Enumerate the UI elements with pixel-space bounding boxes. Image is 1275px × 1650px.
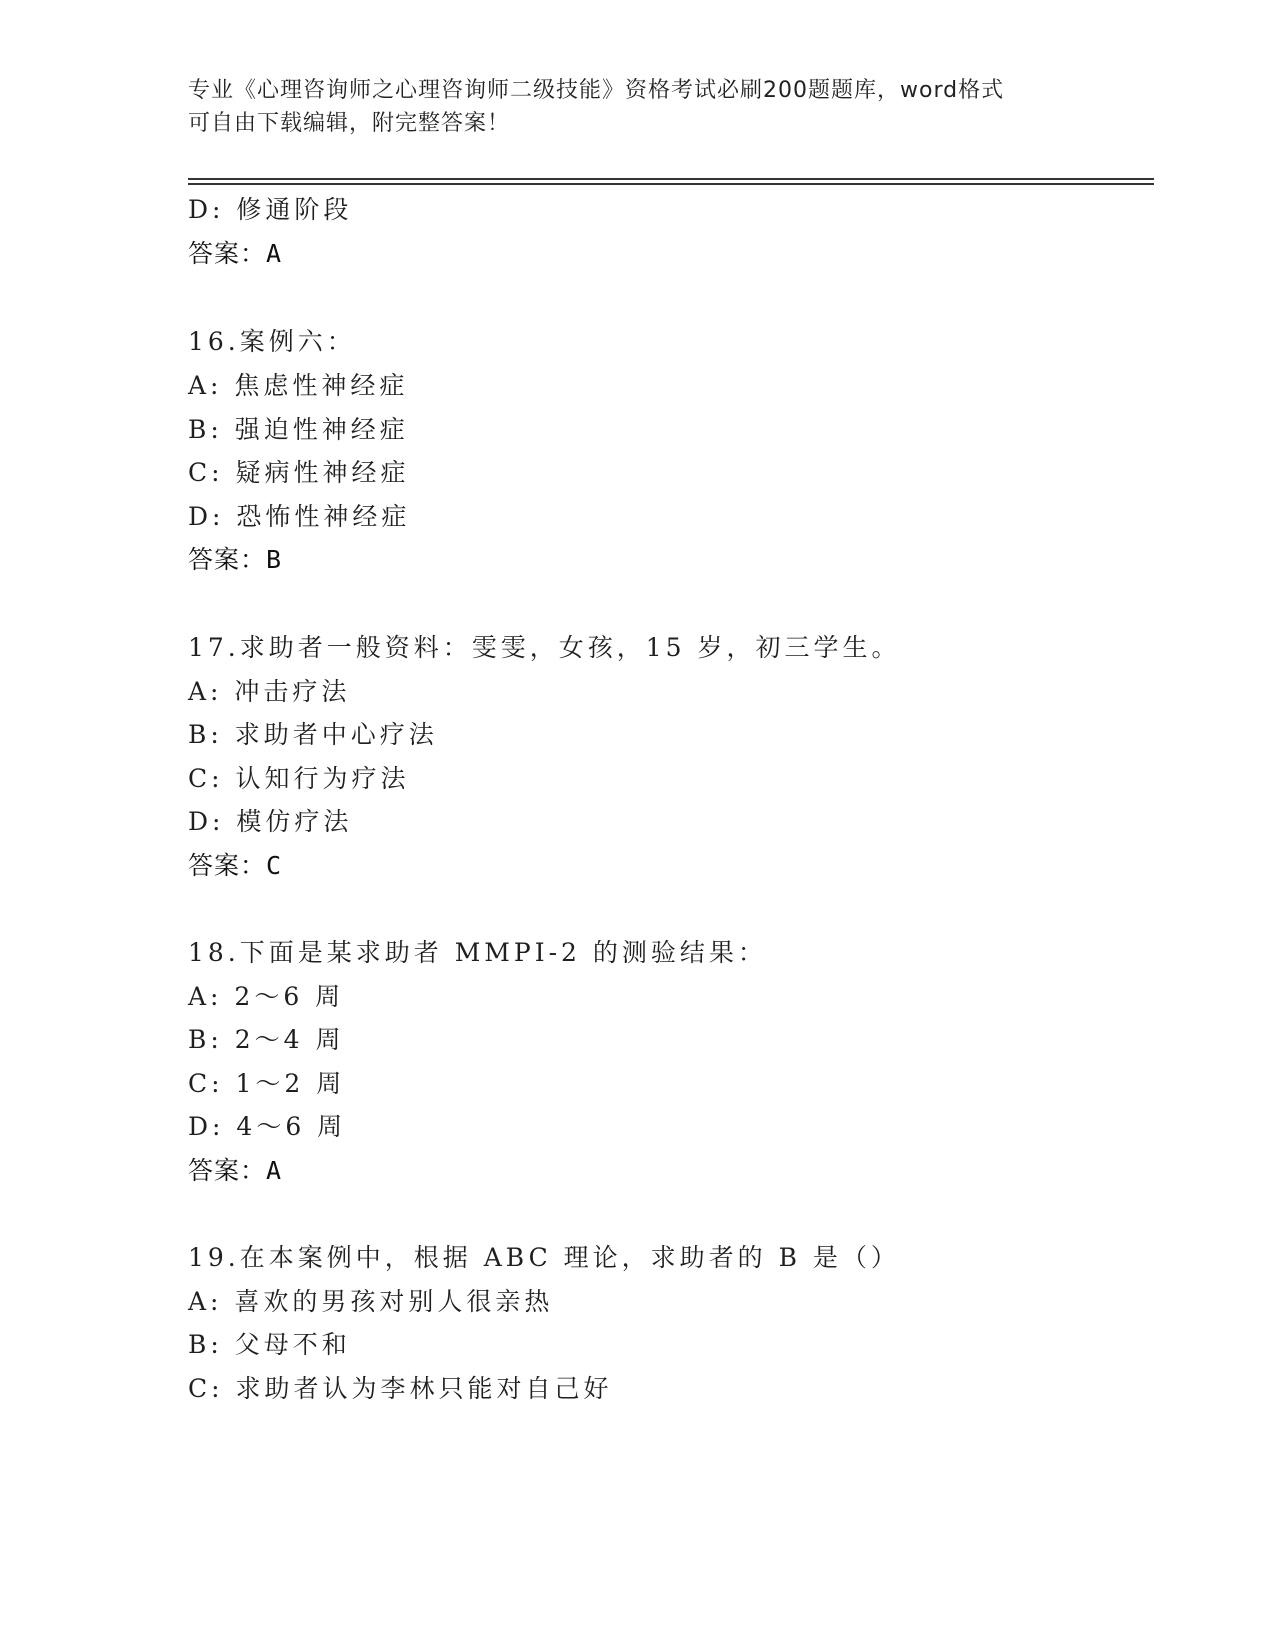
option-c-q19: C: 求助者认为李林只能对自己好 bbox=[188, 1374, 613, 1403]
answer-value: B bbox=[266, 545, 283, 574]
option-a-q16: A: 焦虑性神经症 bbox=[188, 371, 409, 400]
header-title-line-1: 专业《心理咨询师之心理咨询师二级技能》资格考试必刷200题题库，word格式 bbox=[188, 78, 1005, 103]
option-a-q19: A: 喜欢的男孩对别人很亲热 bbox=[188, 1287, 554, 1316]
option-c-q18: C: 1～2 周 bbox=[188, 1069, 346, 1098]
answer-q18 bbox=[188, 1151, 282, 1187]
document-header bbox=[188, 74, 1088, 140]
option-a-q18: A: 2～6 周 bbox=[188, 982, 345, 1011]
question-18: 18.下面是某求助者 MMPI-2 的测验结果： bbox=[188, 938, 767, 967]
option-d-q16: D: 恐怖性神经症 bbox=[188, 502, 411, 531]
answer-label: 答案： bbox=[188, 545, 267, 574]
option-d-q17: D: 模仿疗法 bbox=[188, 807, 353, 836]
answer-value: C bbox=[266, 851, 283, 880]
option-c-q16: C: 疑病性神经症 bbox=[188, 458, 410, 487]
question-19: 19.在本案例中，根据 ABC 理论，求助者的 B 是（） bbox=[188, 1243, 900, 1272]
option-b-q16: B: 强迫性神经症 bbox=[188, 415, 409, 444]
header-title-line-2: 可自由下载编辑，附完整答案！ bbox=[188, 111, 511, 136]
answer-q17 bbox=[188, 846, 282, 882]
question-16: 16.案例六： bbox=[188, 327, 356, 356]
answer-q15 bbox=[188, 234, 282, 270]
header-divider-top bbox=[188, 178, 1154, 180]
option-b-q19: B: 父母不和 bbox=[188, 1330, 351, 1359]
option-c-q17: C: 认知行为疗法 bbox=[188, 764, 410, 793]
answer-q16 bbox=[188, 540, 282, 576]
header-divider-bottom bbox=[188, 183, 1154, 185]
answer-label: 答案： bbox=[188, 851, 267, 880]
option-b-q18: B: 2～4 周 bbox=[188, 1025, 345, 1054]
answer-label: 答案： bbox=[188, 1156, 267, 1185]
answer-label: 答案： bbox=[188, 239, 267, 268]
option-d-q15: D: 修通阶段 bbox=[188, 195, 353, 224]
answer-value: A bbox=[266, 239, 283, 268]
option-b-q17: B: 求助者中心疗法 bbox=[188, 720, 438, 749]
answer-value: A bbox=[266, 1156, 283, 1185]
option-d-q18: D: 4～6 周 bbox=[188, 1112, 347, 1141]
option-a-q17: A: 冲击疗法 bbox=[188, 677, 351, 706]
question-17: 17.求助者一般资料：雯雯，女孩，15 岁，初三学生。 bbox=[188, 633, 901, 662]
